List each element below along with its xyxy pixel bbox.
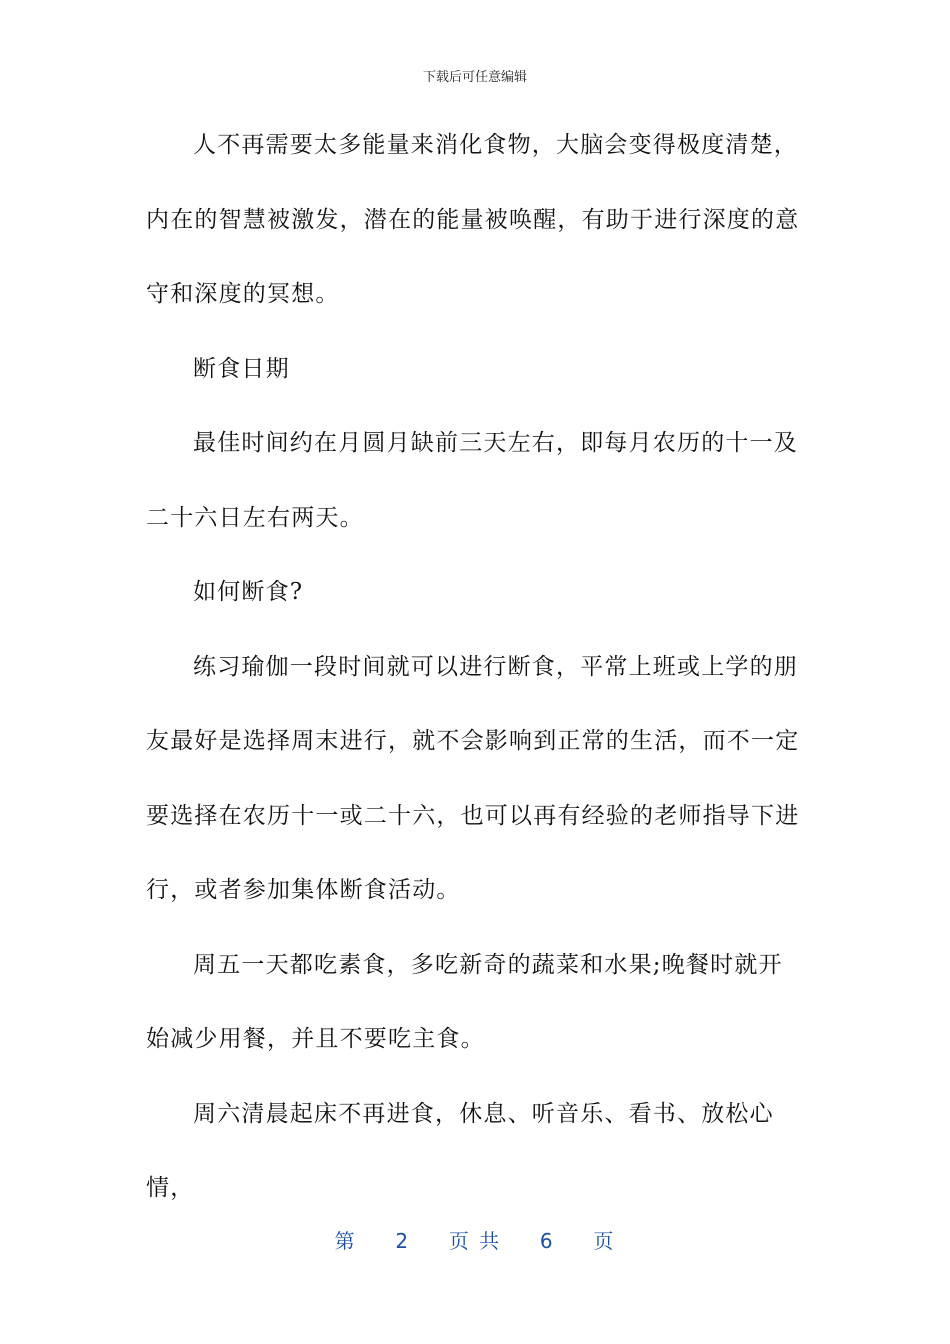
body-text (146, 108, 806, 1226)
paragraph-heading-how-to-fast: 如何断食? (193, 579, 304, 605)
page-footer (0, 1225, 950, 1254)
footer-di: 第 (334, 1229, 357, 1253)
paragraph-1: 人不再需要太多能量来消化食物，大脑会变得极度清楚，内在的智慧被激发，潜在的能量被唤醒，有助于进行深度的意守和深度的冥想。 (146, 132, 800, 307)
paragraph-6: 周五一天都吃素食，多吃新奇的蔬菜和水果;晚餐时就开始减少用餐，并且不要吃主食。 (146, 951, 783, 1052)
footer-total-pages: 6 (539, 1229, 555, 1253)
header-note: 下载后可任意编辑 (422, 70, 527, 85)
paragraph-5: 练习瑜伽一段时间就可以进行断食，平常上班或上学的朋友最好是选择周末进行，就不会影响到正常的生活，而不一定要选择在农历十一或二十六，也可以再有经验的老师指导下进行，或者参加集体断食活动。 (146, 653, 800, 903)
footer-ye: 页 (593, 1229, 616, 1253)
footer-current-page: 2 (395, 1229, 411, 1253)
paragraph-7: 周六清晨起床不再进食，休息、听音乐、看书、放松心情， (146, 1100, 774, 1201)
footer-ye-gong: 页 共 (448, 1229, 502, 1253)
paragraph-3: 最佳时间约在月圆月缺前三天左右，即每月农历的十一及二十六日左右两天。 (146, 430, 798, 531)
paragraph-heading-fasting-date: 断食日期 (193, 355, 290, 382)
